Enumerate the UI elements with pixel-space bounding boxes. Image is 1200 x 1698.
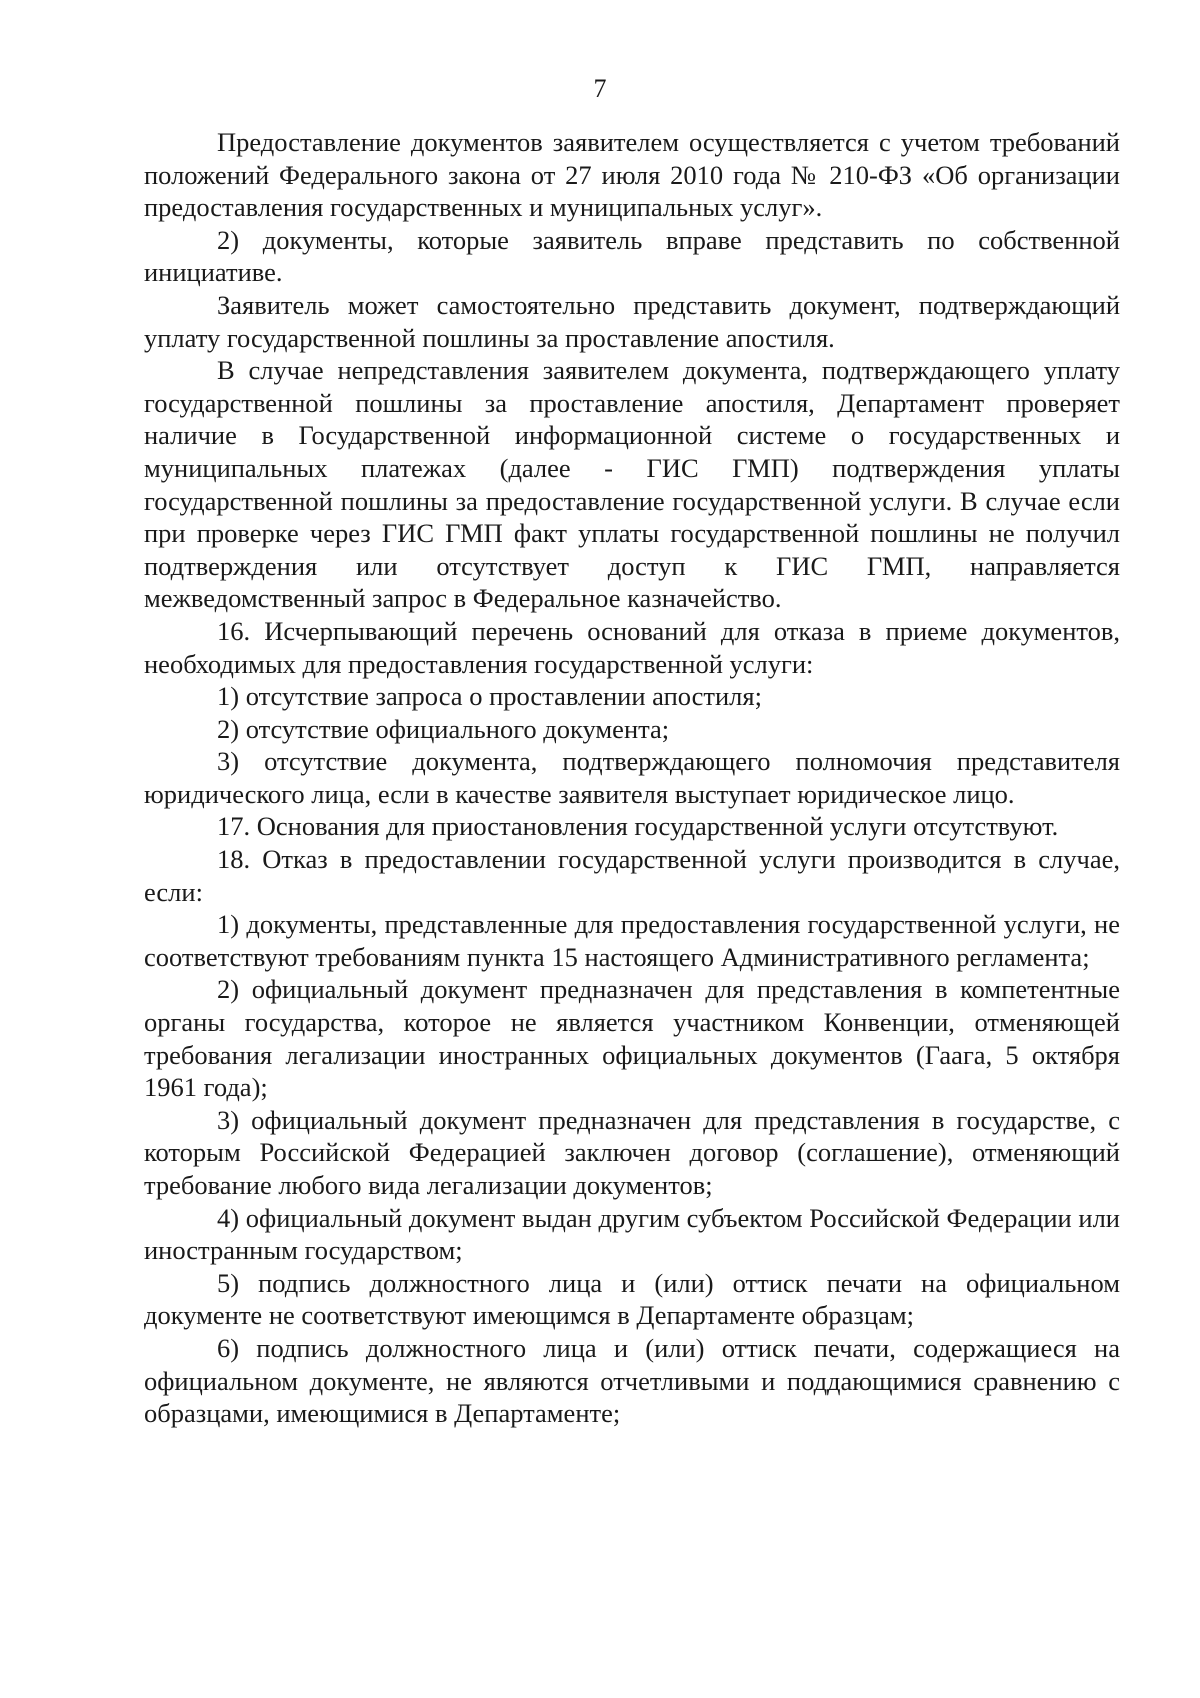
paragraph: 3) официальный документ предназначен для представления в государстве, с которым Российской Федерацией заключен договор (соглашение), отменяющий требование любого вида легализации документов; [144,1104,1120,1200]
paragraph: 2) официальный документ предназначен для представления в компетентные органы государства, которое не является участником Конвенции, отменяющей требования легализации иностранных официальных документов (Гаага, 5 октября 1961 года); [144,974,1120,1103]
paragraph: 17. Основания для приостановления государственной услуги отсутствуют. [217,811,1059,842]
paragraph: Предоставление документов заявителем осуществляется с учетом требований положений Федерального закона от 27 июля 2010 года № 210-ФЗ «Об организации предоставления государственных и муниципальных услуг». [144,127,1120,223]
paragraph: 4) официальный документ выдан другим субъектом Российской Федерации или иностранным государством; [144,1202,1120,1266]
document-body [144,126,1120,1430]
paragraph: 3) отсутствие документа, подтверждающего полномочия представителя юридического лица, если в качестве заявителя выступает юридическое лицо. [144,746,1120,809]
page-number: 7 [593,74,607,103]
paragraph: 18. Отказ в предоставлении государственной услуги производится в случае, если: [144,844,1120,907]
paragraph: 6) подпись должностного лица и (или) оттиск печати, содержащиеся на официальном документе, не являются отчетливыми и поддающимися сравнению с образцами, имеющимися в Департаменте; [144,1332,1120,1429]
paragraph: Заявитель может самостоятельно представить документ, подтверждающий уплату государственной пошлины за проставление апостиля. [144,289,1120,353]
paragraph: 16. Исчерпывающий перечень оснований для отказа в приеме документов, необходимых для предоставления государственной услуги: [144,615,1120,679]
paragraph: 5) подпись должностного лица и (или) оттиск печати на официальном документе не соответствуют имеющимся в Департаменте образцам; [144,1267,1120,1331]
paragraph: 1) документы, представленные для предоставления государственной услуги, не соответствуют требованиям пункта 15 настоящего Административного регламента; [144,909,1120,972]
paragraph: 2) отсутствие официального документа; [217,713,670,744]
paragraph: 1) отсутствие запроса о проставлении апостиля; [217,681,762,712]
paragraph: В случае непредставления заявителем документа, подтверждающего уплату государственной пошлины за проставление апостиля, Департамент проверяет наличие в Государственной информационной системе о государственных и муниципальных платежах (далее - ГИС ГМП) подтверждения уплаты государственной пошлины за предоставление государственной услуги. В случае если при проверке через ГИС ГМП факт уплаты государственной пошлины не получил подтверждения или отсутствует доступ к ГИС ГМП, направляется межведомственный запрос в Федеральное казначейство. [144,355,1120,614]
paragraph: 2) документы, которые заявитель вправе представить по собственной инициативе. [144,224,1120,288]
